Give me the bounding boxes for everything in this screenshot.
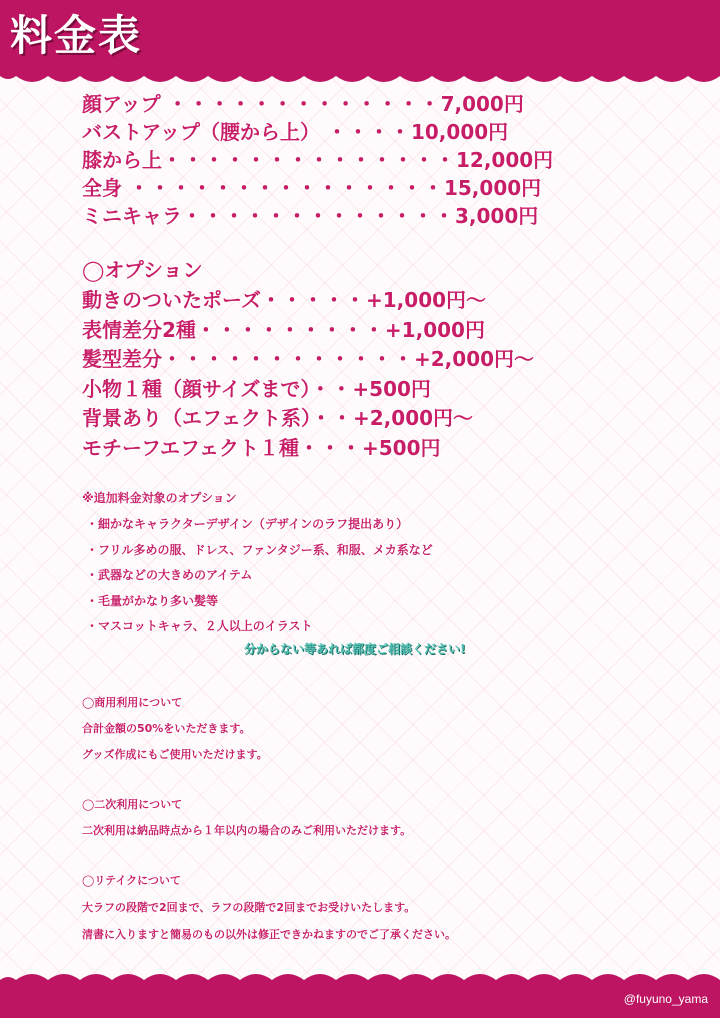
list-item: ・フリル多めの服、ドレス、ファンタジー系、和服、メカ系など [86, 542, 433, 557]
option-item: 小物１種（顔サイズまで） [82, 376, 311, 401]
retake-heading: ◯リテイクについて [82, 874, 181, 887]
options-list [82, 286, 682, 463]
option-row [82, 434, 682, 464]
price-item: 膝から上 [82, 148, 162, 172]
price-row [82, 146, 682, 174]
option-row [82, 316, 682, 346]
list-item: ・細かなキャラクターデザイン（デザインのラフ提出あり） [86, 517, 409, 531]
price-item: 全身 [82, 176, 122, 200]
list-item: ・武器などの大きめのアイテム [86, 568, 253, 582]
leader-dots: ・・・・・・・・・・・・・・ [162, 148, 456, 172]
commercial-heading: ◯商用利用について [82, 696, 183, 709]
price-row [82, 90, 682, 118]
leader-dots: ・・・ [299, 435, 362, 460]
leader-dots: ・・・・・ [261, 288, 366, 312]
secondary-line: 二次利用は納品時点から１年以内の場合のみご利用いただけます。 [82, 824, 412, 837]
leader-dots: ・・・・ [326, 120, 411, 144]
option-row [82, 375, 682, 405]
price-value: 7,000円 [440, 92, 524, 116]
retake-line: 大ラフの段階で2回まで、ラフの段階で2回までお受けいたします。 [82, 901, 416, 914]
option-row [82, 345, 682, 375]
list-item: ・マスコットキャラ、２人以上のイラスト [86, 619, 313, 633]
option-price: +500円 [352, 376, 431, 401]
header-scallop-border [0, 62, 720, 92]
secondary-heading: ◯二次利用について [82, 798, 183, 811]
option-item: 髪型差分 [82, 347, 162, 371]
option-item: 動きのついたポーズ [82, 288, 261, 312]
commercial-line: 合計金額の50%をいただきます。 [82, 722, 251, 735]
option-item: 背景あり（エフェクト系） [82, 406, 311, 430]
leader-dots: ・・ [310, 376, 353, 401]
price-value: 3,000円 [455, 204, 539, 228]
price-value: 15,000円 [443, 176, 542, 200]
list-item: ・毛量がかなり多い髪等 [86, 593, 219, 608]
price-list [82, 90, 682, 230]
extra-options-heading: ※追加料金対象のオプション [82, 491, 237, 505]
option-price: +2,000円〜 [414, 347, 535, 371]
retake-line: 清書に入りますと簡易のもの以外は修正できかねますのでご了承ください。 [82, 928, 456, 941]
commercial-line: グッズ作成にもご使用いただけます。 [82, 748, 268, 761]
leader-dots: ・・・・・・・・・・・・ [162, 347, 414, 371]
page-title: 料金表 [10, 11, 143, 60]
price-row [82, 174, 682, 202]
leader-dots: ・・・・・・・・・・・・・・・ [128, 176, 444, 200]
footer-band [0, 982, 720, 1018]
leader-dots: ・・・・・・・・・ [195, 317, 385, 342]
option-row [82, 404, 682, 434]
leader-dots: ・・・・・・・・・・・・・ [167, 92, 441, 116]
option-price: +1,000円 [384, 317, 485, 342]
leader-dots: ・・・・・・・・・・・・・ [182, 204, 455, 228]
price-value: 10,000円 [410, 120, 509, 144]
option-item: 表情差分2種 [82, 317, 196, 342]
consult-note: 分からない等あれば都度ご相談ください! [244, 642, 466, 656]
option-price: +500円 [362, 435, 441, 460]
option-price: +1,000円〜 [366, 288, 487, 312]
option-item: モチーフエフェクト１種 [82, 435, 299, 460]
leader-dots: ・・ [311, 406, 353, 430]
option-row [82, 286, 682, 316]
price-value: 12,000円 [456, 148, 554, 172]
option-price: +2,000円〜 [353, 406, 474, 430]
price-row [82, 202, 682, 230]
price-item: バストアップ（腰から上） [82, 120, 320, 144]
price-item: 顔アップ [82, 92, 161, 116]
author-credit: @fuyuno_yama [623, 992, 708, 1006]
extra-options-list [86, 512, 433, 640]
price-row [82, 118, 682, 146]
options-heading: ◯オプション [82, 258, 203, 282]
price-item: ミニキャラ [82, 204, 182, 228]
